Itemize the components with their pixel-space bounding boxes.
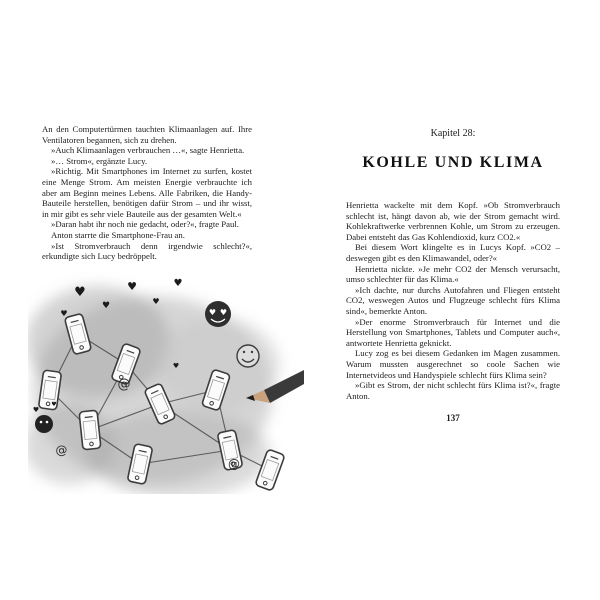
heart-icon: ♥ xyxy=(127,280,137,293)
heart-icon: ♥ xyxy=(152,297,160,306)
heart-eye-icon: ♥ xyxy=(219,308,228,317)
smartphone xyxy=(79,410,101,450)
heart-icon: ♥ xyxy=(60,309,68,318)
at-icon: @ xyxy=(117,377,131,392)
left-page xyxy=(42,124,252,262)
heart-icon: ♥ xyxy=(51,401,57,408)
heart-icon: ♥ xyxy=(101,301,111,311)
smiley-face-icon xyxy=(237,345,259,367)
paragraph: Henrietta wackelte mit dem Kopf. »Ob Stromverbrauch schlecht ist, hängt davon ab, wie der Strom gemacht wird. Kohlekraftwerke verbrennen Kohle, um Strom zu erzeugen. Dabei entsteht das Gas Kohlendioxid, kurz CO2.« xyxy=(346,200,560,242)
paragraph: Anton starrte die Smartphone-Frau an. xyxy=(51,229,185,240)
paragraph: »Auch Klimaanlagen verbrauchen …«, sagte Henrietta. xyxy=(51,145,245,156)
chapter-title: KOHLE UND KLIMA xyxy=(362,154,544,171)
paragraph: »Ist Stromverbrauch denn irgendwie schlecht?«, erkundigte sich Lucy bedröppelt. xyxy=(42,240,252,262)
paragraph: »Gibt es Strom, der nicht schlecht fürs Klima ist?«, fragte Anton. xyxy=(346,380,560,401)
paragraph: Henrietta nickte. »Je mehr CO2 der Mensch verursacht, umso schlechter für das Klima.« xyxy=(346,263,560,285)
paragraph: »Richtig. Mit Smartphones im Internet zu surfen, kostet eine Menge Strom. Am meisten Energie verbrauchte ich aber am Beginn meines Lebens. Alle Fabriken, die Handy-Bauteile herstellen, benötigen dafür Strom – und ihr wisst, in mir gibt es sehr viele Bauteile aus der gesamten Welt.« xyxy=(42,166,252,219)
smartphone-network-illustration xyxy=(28,272,304,494)
paragraph: »Daran habt ihr noch nie gedacht, oder?«, fragte Paul. xyxy=(51,219,239,230)
paragraph: »… Strom«, ergänzte Lucy. xyxy=(51,155,148,166)
heart-icon: ♥ xyxy=(173,278,183,289)
paragraph: Lucy zog es bei diesem Gedanken im Magen zusammen. Warum mussten ausgerechnet so coole Sachen wie Internetvideos und Handyspiele schlecht fürs Klima sein? xyxy=(346,348,560,380)
heart-eyes-emoji-icon xyxy=(205,301,231,327)
heart-icon: ♥ xyxy=(74,285,86,300)
scribble-face-icon xyxy=(35,415,53,433)
paragraph: An den Computertürmen tauchten Klimaanlagen auf. Ihre Ventilatoren begannen, sich zu drehen. xyxy=(42,124,252,145)
paragraph: »Ich dachte, nur durchs Autofahren und Fliegen entsteht CO2, weswegen Autos und Flugzeuge schlecht fürs Klima sind«, bemerkte Anton. xyxy=(346,284,560,316)
right-page xyxy=(346,128,560,423)
heart-icon: ♥ xyxy=(32,406,40,414)
paragraph: »Der enorme Stromverbrauch für Internet und die Herstellung von Smartphones, Tablets und Computer auch«, antwortete Henrietta geknickt. xyxy=(346,316,560,348)
at-icon: @ xyxy=(228,457,240,471)
at-icon: @ xyxy=(54,442,69,458)
heart-eye-icon: ♥ xyxy=(208,308,217,317)
paragraph: Bei diesem Wort klingelte es in Lucys Kopf. »CO2 – deswegen gibt es den Klimawandel, oder?« xyxy=(346,242,560,263)
heart-icon: ♥ xyxy=(172,362,180,370)
page-number: 137 xyxy=(446,413,460,424)
illustration-svg xyxy=(28,272,304,494)
chapter-label: Kapitel 28: xyxy=(430,128,476,139)
